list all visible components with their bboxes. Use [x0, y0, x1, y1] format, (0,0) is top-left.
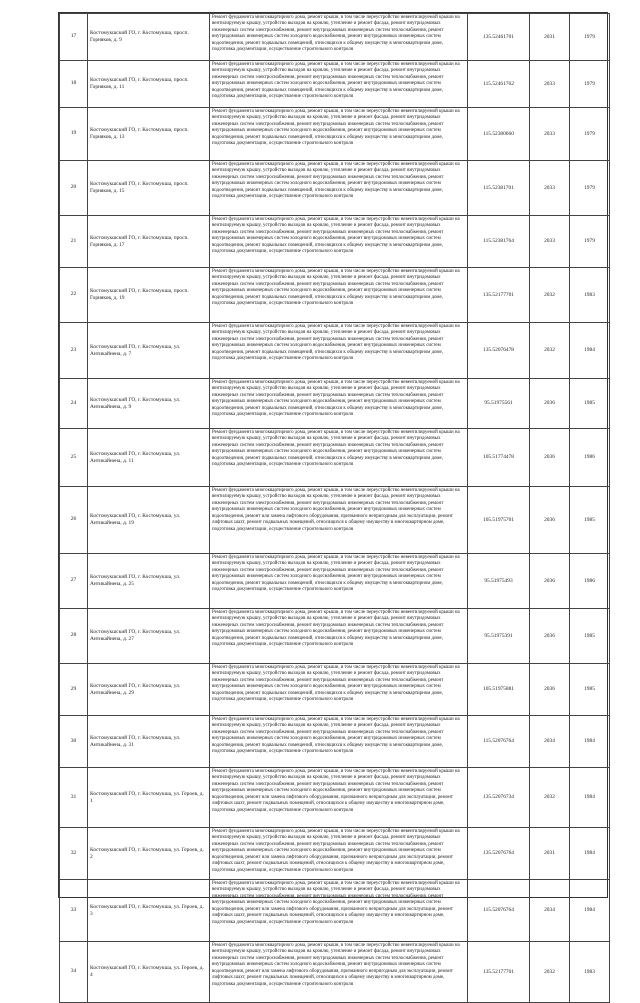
row-number-cell: 32 — [60, 828, 88, 880]
cost-cell: 135.52177701 — [468, 268, 530, 323]
cost-cell: 95.51975391 — [468, 609, 530, 664]
works-cell: Ремонт фундамента многоквартирного дома, ремонт крыши, в том числе переустройство невентилируемой крыши на вентилируемую крышу, устройство выходов на кровлю, утепление и ремонт фасада, ремонт внутридомовых инженерных систем электроснабжения, ремонт внутридомовых инженерных систем теплоснабжения, ремонт внутридомовых инженерных систем холодного водоснабжения, ремонт внутридомовых инженерных систем водоотведения, ремонт подвальных помещений, относящихся к общему имуществу в многоквартирном доме, подготовка документации, осуществление строительного контроля — [210, 216, 468, 268]
planned-year-cell: 2036 — [530, 487, 570, 554]
planned-year-cell: 2036 — [530, 554, 570, 609]
works-cell: Ремонт фундамента многоквартирного дома, ремонт крыши, в том числе переустройство невентилируемой крыши на вентилируемую крышу, устройство выходов на кровлю, утепление и ремонт фасада, ремонт внутридомовых инженерных систем электроснабжения, ремонт внутридомовых инженерных систем теплоснабжения, ремонт внутридомовых инженерных систем холодного водоснабжения, ремонт внутридомовых инженерных систем водоотведения, ремонт подвальных помещений, относящихся к общему имуществу в многоквартирном доме, подготовка документации, осуществление строительного контроля — [210, 609, 468, 664]
row-number-cell: 18 — [60, 61, 88, 108]
works-cell: Ремонт фундамента многоквартирного дома, ремонт крыши, в том числе переустройство невентилируемой крыши на вентилируемую крышу, устройство выходов на кровлю, утепление и ремонт фасада, ремонт внутридомовых инженерных систем электроснабжения, ремонт внутридомовых инженерных систем теплоснабжения, ремонт внутридомовых инженерных систем холодного водоснабжения, ремонт внутридомовых инженерных систем водоотведения, ремонт подвальных помещений, относящихся к общему имуществу в многоквартирном доме, подготовка документации, осуществление строительного контроля — [210, 161, 468, 216]
table-row — [60, 609, 610, 664]
row-number-cell: 33 — [60, 880, 88, 942]
built-year-cell: 1985 — [570, 609, 610, 664]
table-row — [60, 216, 610, 268]
planned-year-cell: 2033 — [530, 161, 570, 216]
cost-cell: 105.51774478 — [468, 429, 530, 487]
built-year-cell: 1985 — [570, 487, 610, 554]
address-cell: Костомукшский ГО, г. Костомукша, просп. Горняков, д. 13 — [88, 108, 210, 161]
table-row — [60, 716, 610, 768]
cost-cell: 115.52076764 — [468, 880, 530, 942]
planned-year-cell: 2031 — [530, 828, 570, 880]
address-cell: Костомукшский ГО, г. Костомукша, ул. Антикайнена, д. 7 — [88, 323, 210, 379]
works-cell: Ремонт фундамента многоквартирного дома, ремонт крыши, в том числе переустройство невентилируемой крыши на вентилируемую крышу, устройство выходов на кровлю, утепление и ремонт фасада, ремонт внутридомовых инженерных систем электроснабжения, ремонт внутридомовых инженерных систем теплоснабжения, ремонт внутридомовых инженерных систем холодного водоснабжения, ремонт внутридомовых инженерных систем водоотведения, ремонт или замена лифтового оборудования, признанного непригодным для эксплуатации, ремонт лифтовых шахт, ремонт подвальных помещений, относящихся к общему имуществу в многоквартирном доме, подготовка документации, осуществление строительного контроля — [210, 828, 468, 880]
row-number-cell: 28 — [60, 609, 88, 664]
address-cell: Костомукшский ГО, г. Костомукша, ул. Героев, д. 2 — [88, 828, 210, 880]
table-row — [60, 268, 610, 323]
table-row — [60, 554, 610, 609]
address-cell: Костомукшский ГО, г. Костомукша, ул. Героев, д. 3 — [88, 880, 210, 942]
built-year-cell: 1983 — [570, 268, 610, 323]
address-cell: Костомукшский ГО, г. Костомукша, просп. Горняков, д. 9 — [88, 14, 210, 61]
planned-year-cell: 2036 — [530, 379, 570, 429]
built-year-cell: 1979 — [570, 14, 610, 61]
address-cell: Костомукшский ГО, г. Костомукша, ул. Антикайнена, д. 25 — [88, 554, 210, 609]
planned-year-cell: 2033 — [530, 216, 570, 268]
cost-cell: 135.52076478 — [468, 323, 530, 379]
row-number-cell: 21 — [60, 216, 88, 268]
planned-year-cell: 2031 — [530, 14, 570, 61]
row-number-cell: 17 — [60, 14, 88, 61]
works-cell: Ремонт фундамента многоквартирного дома, ремонт крыши, в том числе переустройство невентилируемой крыши на вентилируемую крышу, устройство выходов на кровлю, утепление и ремонт фасада, ремонт внутридомовых инженерных систем электроснабжения, ремонт внутридомовых инженерных систем теплоснабжения, ремонт внутридомовых инженерных систем холодного водоснабжения, ремонт внутридомовых инженерных систем водоотведения, ремонт подвальных помещений, относящихся к общему имуществу в многоквартирном доме, подготовка документации, осуществление строительного контроля — [210, 664, 468, 716]
table-row — [60, 664, 610, 716]
table-row — [60, 61, 610, 108]
planned-year-cell: 2034 — [530, 716, 570, 768]
table-row — [60, 942, 610, 1003]
planned-year-cell: 2034 — [530, 880, 570, 942]
built-year-cell: 1985 — [570, 379, 610, 429]
address-cell: Костомукшский ГО, г. Костомукша, ул. Героев, д. 4 — [88, 942, 210, 1003]
planned-year-cell: 2032 — [530, 768, 570, 828]
row-number-cell: 34 — [60, 942, 88, 1003]
address-cell: Костомукшский ГО, г. Костомукша, просп. Горняков, д. 15 — [88, 161, 210, 216]
built-year-cell: 1984 — [570, 768, 610, 828]
planned-year-cell: 2032 — [530, 942, 570, 1003]
row-number-cell: 31 — [60, 768, 88, 828]
built-year-cell: 1979 — [570, 161, 610, 216]
address-cell: Костомукшский ГО, г. Костомукша, просп. Горняков, д. 19 — [88, 268, 210, 323]
table-row — [60, 880, 610, 942]
address-cell: Костомукшский ГО, г. Костомукша, ул. Антикайнена, д. 11 — [88, 429, 210, 487]
built-year-cell: 1984 — [570, 323, 610, 379]
table-row — [60, 323, 610, 379]
built-year-cell: 1979 — [570, 61, 610, 108]
works-cell: Ремонт фундамента многоквартирного дома, ремонт крыши, в том числе переустройство невентилируемой крыши на вентилируемую крышу, устройство выходов на кровлю, утепление и ремонт фасада, ремонт внутридомовых инженерных систем электроснабжения, ремонт внутридомовых инженерных систем теплоснабжения, ремонт внутридомовых инженерных систем холодного водоснабжения, ремонт внутридомовых инженерных систем водоотведения, ремонт подвальных помещений, относящихся к общему имуществу в многоквартирном доме, подготовка документации, осуществление строительного контроля — [210, 108, 468, 161]
cost-cell: 95.51975561 — [468, 379, 530, 429]
cost-cell: 95.51975493 — [468, 554, 530, 609]
row-number-cell: 24 — [60, 379, 88, 429]
row-number-cell: 29 — [60, 664, 88, 716]
address-cell: Костомукшский ГО, г. Костомукша, просп. Горняков, д. 17 — [88, 216, 210, 268]
works-cell: Ремонт фундамента многоквартирного дома, ремонт крыши, в том числе переустройство невентилируемой крыши на вентилируемую крышу, устройство выходов на кровлю, утепление и ремонт фасада, ремонт внутридомовых инженерных систем электроснабжения, ремонт внутридомовых инженерных систем теплоснабжения, ремонт внутридомовых инженерных систем холодного водоснабжения, ремонт внутридомовых инженерных систем водоотведения, ремонт или замена лифтового оборудования, признанного непригодным для эксплуатации, ремонт лифтовых шахт, ремонт подвальных помещений, относящихся к общему имуществу в многоквартирном доме, подготовка документации, осуществление строительного контроля — [210, 487, 468, 554]
row-number-cell: 27 — [60, 554, 88, 609]
address-cell: Костомукшский ГО, г. Костомукша, просп. Горняков, д. 11 — [88, 61, 210, 108]
cost-cell: 135.52076764 — [468, 828, 530, 880]
table-row — [60, 14, 610, 61]
document-sheet — [58, 12, 608, 987]
built-year-cell: 1986 — [570, 429, 610, 487]
cost-cell: 115.52380660 — [468, 108, 530, 161]
planned-year-cell: 2036 — [530, 429, 570, 487]
built-year-cell: 1985 — [570, 664, 610, 716]
planned-year-cell: 2036 — [530, 609, 570, 664]
table-row — [60, 768, 610, 828]
address-cell: Костомукшский ГО, г. Костомукша, ул. Антикайнена, д. 19 — [88, 487, 210, 554]
built-year-cell: 1983 — [570, 942, 610, 1003]
planned-year-cell: 2033 — [530, 61, 570, 108]
cost-cell: 135.52177701 — [468, 942, 530, 1003]
works-cell: Ремонт фундамента многоквартирного дома, ремонт крыши, в том числе переустройство невентилируемой крыши на вентилируемую крышу, устройство выходов на кровлю, утепление и ремонт фасада, ремонт внутридомовых инженерных систем электроснабжения, ремонт внутридомовых инженерных систем теплоснабжения, ремонт внутридомовых инженерных систем холодного водоснабжения, ремонт внутридомовых инженерных систем водоотведения, ремонт подвальных помещений, относящихся к общему имуществу в многоквартирном доме, подготовка документации, осуществление строительного контроля — [210, 429, 468, 487]
cost-cell: 105.51975701 — [468, 487, 530, 554]
works-cell: Ремонт фундамента многоквартирного дома, ремонт крыши, в том числе переустройство невентилируемой крыши на вентилируемую крышу, устройство выходов на кровлю, утепление и ремонт фасада, ремонт внутридомовых инженерных систем электроснабжения, ремонт внутридомовых инженерных систем теплоснабжения, ремонт внутридомовых инженерных систем холодного водоснабжения, ремонт внутридомовых инженерных систем водоотведения, ремонт подвальных помещений, относящихся к общему имуществу в многоквартирном доме, подготовка документации, осуществление строительного контроля — [210, 716, 468, 768]
cost-cell: 135.52461701 — [468, 14, 530, 61]
cost-cell: 115.52461762 — [468, 61, 530, 108]
built-year-cell: 1984 — [570, 716, 610, 768]
works-cell: Ремонт фундамента многоквартирного дома, ремонт крыши, в том числе переустройство невентилируемой крыши на вентилируемую крышу, устройство выходов на кровлю, утепление и ремонт фасада, ремонт внутридомовых инженерных систем электроснабжения, ремонт внутридомовых инженерных систем теплоснабжения, ремонт внутридомовых инженерных систем холодного водоснабжения, ремонт внутридомовых инженерных систем водоотведения, ремонт подвальных помещений, относящихся к общему имуществу в многоквартирном доме, подготовка документации, осуществление строительного контроля — [210, 268, 468, 323]
address-cell: Костомукшский ГО, г. Костомукша, ул. Героев, д. 1 — [88, 768, 210, 828]
works-cell: Ремонт фундамента многоквартирного дома, ремонт крыши, в том числе переустройство невентилируемой крыши на вентилируемую крышу, устройство выходов на кровлю, утепление и ремонт фасада, ремонт внутридомовых инженерных систем электроснабжения, ремонт внутридомовых инженерных систем теплоснабжения, ремонт внутридомовых инженерных систем холодного водоснабжения, ремонт внутридомовых инженерных систем водоотведения, ремонт подвальных помещений, относящихся к общему имуществу в многоквартирном доме, подготовка документации, осуществление строительного контроля — [210, 14, 468, 61]
address-cell: Костомукшский ГО, г. Костомукша, ул. Антикайнена, д. 27 — [88, 609, 210, 664]
cost-cell: 135.52076734 — [468, 768, 530, 828]
works-cell: Ремонт фундамента многоквартирного дома, ремонт крыши, в том числе переустройство невентилируемой крыши на вентилируемую крышу, устройство выходов на кровлю, утепление и ремонт фасада, ремонт внутридомовых инженерных систем электроснабжения, ремонт внутридомовых инженерных систем теплоснабжения, ремонт внутридомовых инженерных систем холодного водоснабжения, ремонт внутридомовых инженерных систем водоотведения, ремонт подвальных помещений, относящихся к общему имуществу в многоквартирном доме, подготовка документации, осуществление строительного контроля — [210, 323, 468, 379]
table-row — [60, 161, 610, 216]
works-cell: Ремонт фундамента многоквартирного дома, ремонт крыши, в том числе переустройство невентилируемой крыши на вентилируемую крышу, устройство выходов на кровлю, утепление и ремонт фасада, ремонт внутридомовых инженерных систем электроснабжения, ремонт внутридомовых инженерных систем теплоснабжения, ремонт внутридомовых инженерных систем холодного водоснабжения, ремонт внутридомовых инженерных систем водоотведения, ремонт или замена лифтового оборудования, признанного непригодным для эксплуатации, ремонт лифтовых шахт, ремонт подвальных помещений, относящихся к общему имуществу в многоквартирном доме, подготовка документации, осуществление строительного контроля — [210, 942, 468, 1003]
table-body — [60, 14, 610, 1003]
planned-year-cell: 2036 — [530, 664, 570, 716]
table-row — [60, 828, 610, 880]
cost-cell: 115.52076764 — [468, 716, 530, 768]
row-number-cell: 25 — [60, 429, 88, 487]
address-cell: Костомукшский ГО, г. Костомукша, ул. Антикайнена, д. 9 — [88, 379, 210, 429]
works-cell: Ремонт фундамента многоквартирного дома, ремонт крыши, в том числе переустройство невентилируемой крыши на вентилируемую крышу, устройство выходов на кровлю, утепление и ремонт фасада, ремонт внутридомовых инженерных систем электроснабжения, ремонт внутридомовых инженерных систем теплоснабжения, ремонт внутридомовых инженерных систем холодного водоснабжения, ремонт внутридомовых инженерных систем водоотведения, ремонт подвальных помещений, относящихся к общему имуществу в многоквартирном доме, подготовка документации, осуществление строительного контроля — [210, 61, 468, 108]
address-cell: Костомукшский ГО, г. Костомукша, ул. Антикайнена, д. 31 — [88, 716, 210, 768]
planned-year-cell: 2033 — [530, 108, 570, 161]
built-year-cell: 1986 — [570, 554, 610, 609]
table-row — [60, 108, 610, 161]
works-cell: Ремонт фундамента многоквартирного дома, ремонт крыши, в том числе переустройство невентилируемой крыши на вентилируемую крышу, устройство выходов на кровлю, утепление и ремонт фасада, ремонт внутридомовых инженерных систем электроснабжения, ремонт внутридомовых инженерных систем теплоснабжения, ремонт внутридомовых инженерных систем холодного водоснабжения, ремонт внутридомовых инженерных систем водоотведения, ремонт подвальных помещений, относящихся к общему имуществу в многоквартирном доме, подготовка документации, осуществление строительного контроля — [210, 554, 468, 609]
planned-year-cell: 2032 — [530, 323, 570, 379]
cost-cell: 115.52381764 — [468, 216, 530, 268]
row-number-cell: 22 — [60, 268, 88, 323]
row-number-cell: 26 — [60, 487, 88, 554]
built-year-cell: 1979 — [570, 216, 610, 268]
row-number-cell: 23 — [60, 323, 88, 379]
works-cell: Ремонт фундамента многоквартирного дома, ремонт крыши, в том числе переустройство невентилируемой крыши на вентилируемую крышу, устройство выходов на кровлю, утепление и ремонт фасада, ремонт внутридомовых инженерных систем электроснабжения, ремонт внутридомовых инженерных систем теплоснабжения, ремонт внутридомовых инженерных систем холодного водоснабжения, ремонт внутридомовых инженерных систем водоотведения, ремонт или замена лифтового оборудования, признанного непригодным для эксплуатации, ремонт лифтовых шахт, ремонт подвальных помещений, относящихся к общему имуществу в многоквартирном доме, подготовка документации, осуществление строительного контроля — [210, 768, 468, 828]
works-cell: Ремонт фундамента многоквартирного дома, ремонт крыши, в том числе переустройство невентилируемой крыши на вентилируемую крышу, устройство выходов на кровлю, утепление и ремонт фасада, ремонт внутридомовых инженерных систем электроснабжения, ремонт внутридомовых инженерных систем теплоснабжения, ремонт внутридомовых инженерных систем холодного водоснабжения, ремонт внутридомовых инженерных систем водоотведения, ремонт подвальных помещений, относящихся к общему имуществу в многоквартирном доме, подготовка документации, осуществление строительного контроля — [210, 379, 468, 429]
repair-program-table — [59, 13, 610, 1003]
cost-cell: 105.51975881 — [468, 664, 530, 716]
table-row — [60, 379, 610, 429]
address-cell: Костомукшский ГО, г. Костомукша, ул. Антикайнена, д. 29 — [88, 664, 210, 716]
table-row — [60, 429, 610, 487]
row-number-cell: 20 — [60, 161, 88, 216]
table-row — [60, 487, 610, 554]
built-year-cell: 1984 — [570, 880, 610, 942]
row-number-cell: 19 — [60, 108, 88, 161]
works-cell: Ремонт фундамента многоквартирного дома, ремонт крыши, в том числе переустройство невентилируемой крыши на вентилируемую крышу, устройство выходов на кровлю, утепление и ремонт фасада, ремонт внутридомовых инженерных систем электроснабжения, ремонт внутридомовых инженерных систем теплоснабжения, ремонт внутридомовых инженерных систем холодного водоснабжения, ремонт внутридомовых инженерных систем водоотведения, ремонт или замена лифтового оборудования, признанного непригодным для эксплуатации, ремонт лифтовых шахт, ремонт подвальных помещений, относящихся к общему имуществу в многоквартирном доме, подготовка документации, осуществление строительного контроля — [210, 880, 468, 942]
planned-year-cell: 2032 — [530, 268, 570, 323]
built-year-cell: 1979 — [570, 108, 610, 161]
cost-cell: 115.52381701 — [468, 161, 530, 216]
row-number-cell: 30 — [60, 716, 88, 768]
built-year-cell: 1984 — [570, 828, 610, 880]
